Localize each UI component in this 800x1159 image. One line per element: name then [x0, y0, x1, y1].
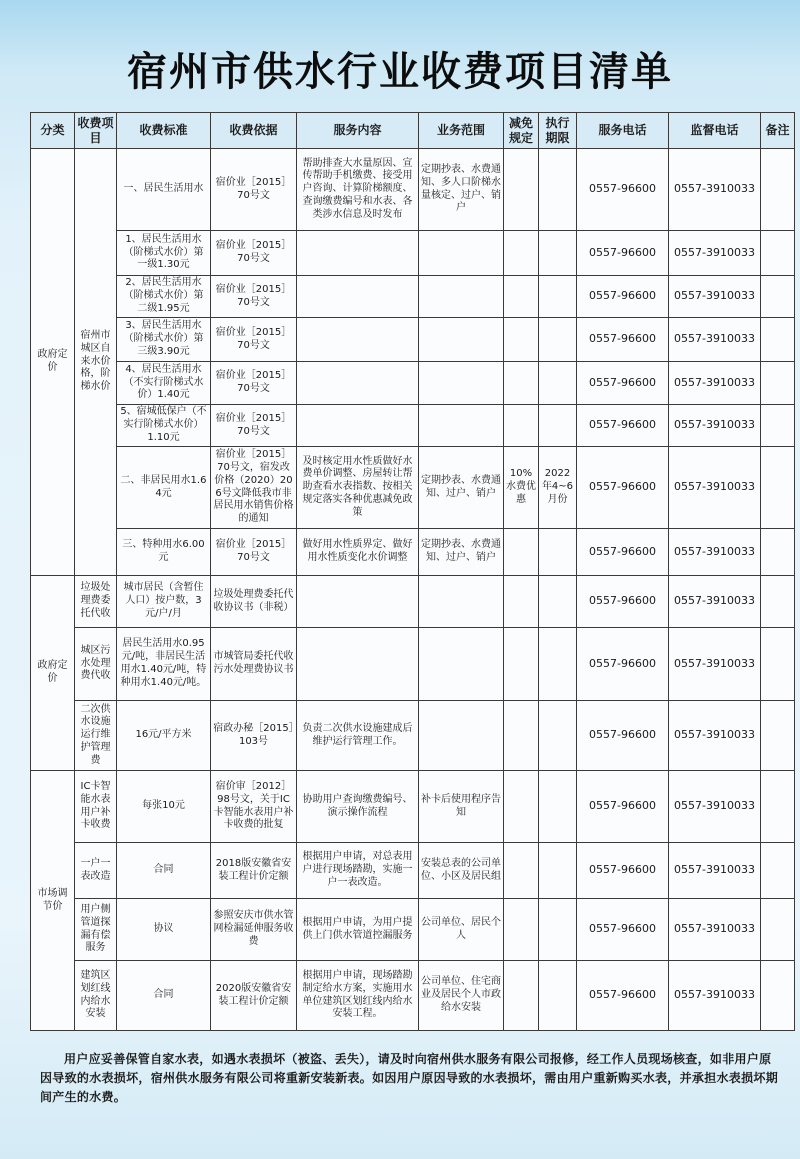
item-cell: 城区污水处理费代收 — [75, 628, 117, 701]
table-row — [31, 961, 795, 1031]
supervision-cell: 0557-3910033 — [669, 231, 761, 276]
phone-cell: 0557-96600 — [577, 529, 669, 576]
reduction-cell — [504, 899, 539, 961]
standard-cell: 16元/平方米 — [117, 701, 211, 771]
reduction-cell — [504, 362, 539, 405]
phone-cell: 0557-96600 — [577, 576, 669, 628]
scope-cell: 定期抄表、水费通知、过户、销户 — [419, 447, 504, 529]
remarks-cell — [761, 447, 795, 529]
category-cell: 市场调节价 — [31, 771, 75, 1031]
phone-cell: 0557-96600 — [577, 231, 669, 276]
remarks-cell — [761, 529, 795, 576]
service-cell: 协助用户查询缴费编号、演示操作流程 — [297, 771, 419, 843]
supervision-cell: 0557-3910033 — [669, 843, 761, 899]
item-cell: 二次供水设施运行维护管理费 — [75, 701, 117, 771]
remarks-cell — [761, 276, 795, 318]
scope-cell — [419, 318, 504, 362]
header-remarks: 备注 — [761, 113, 795, 149]
standard-cell: 每张10元 — [117, 771, 211, 843]
period-cell — [539, 276, 577, 318]
scope-cell: 补卡后使用程序告知 — [419, 771, 504, 843]
header-standard: 收费标准 — [117, 113, 211, 149]
header-basis: 收费依据 — [211, 113, 297, 149]
period-cell — [539, 899, 577, 961]
fee-table — [30, 112, 795, 1031]
basis-cell: 宿价审［2012］98号文，关于IC卡智能水表用户补卡收费的批复 — [211, 771, 297, 843]
phone-cell: 0557-96600 — [577, 362, 669, 405]
reduction-cell — [504, 318, 539, 362]
period-cell — [539, 231, 577, 276]
header-category: 分类 — [31, 113, 75, 149]
remarks-cell — [761, 628, 795, 701]
remarks-cell — [761, 771, 795, 843]
phone-cell: 0557-96600 — [577, 405, 669, 447]
standard-cell: 3、居民生活用水（阶梯式水价）第三级3.90元 — [117, 318, 211, 362]
basis-cell: 宿价业［2015］70号文 — [211, 276, 297, 318]
basis-cell: 宿价业［2015］70号文 — [211, 362, 297, 405]
period-cell — [539, 628, 577, 701]
remarks-cell — [761, 961, 795, 1031]
table-row — [31, 276, 795, 318]
reduction-cell — [504, 149, 539, 231]
standard-cell: 4、居民生活用水（不实行阶梯式水价）1.40元 — [117, 362, 211, 405]
standard-cell: 合同 — [117, 843, 211, 899]
phone-cell: 0557-96600 — [577, 276, 669, 318]
scope-cell — [419, 362, 504, 405]
item-cell: 一户一表改造 — [75, 843, 117, 899]
remarks-cell — [761, 899, 795, 961]
reduction-cell — [504, 576, 539, 628]
supervision-cell: 0557-3910033 — [669, 276, 761, 318]
remarks-cell — [761, 149, 795, 231]
service-cell: 做好用水性质界定、做好用水性质变化水价调整 — [297, 529, 419, 576]
scope-cell: 安装总表的公司单位、小区及居民组 — [419, 843, 504, 899]
period-cell: 2022年4~6月份 — [539, 447, 577, 529]
header-period: 执行期限 — [539, 113, 577, 149]
page-title: 宿州市供水行业收费项目清单 — [127, 48, 673, 95]
remarks-cell — [761, 576, 795, 628]
service-cell — [297, 628, 419, 701]
table-row — [31, 771, 795, 843]
scope-cell: 定期抄表、水费通知、过户、销户 — [419, 529, 504, 576]
period-cell — [539, 961, 577, 1031]
service-cell: 负责二次供水设施建成后维护运行管理工作。 — [297, 701, 419, 771]
remarks-cell — [761, 318, 795, 362]
scope-cell — [419, 701, 504, 771]
basis-cell: 宿价业［2015］70号文，宿发改价格（2020）206号文降低我市非居民用水销售价格的通知 — [211, 447, 297, 529]
service-cell — [297, 276, 419, 318]
standard-cell: 2、居民生活用水（阶梯式水价）第二级1.95元 — [117, 276, 211, 318]
standard-cell: 城市居民（含暂住人口）按户数，3元/户/月 — [117, 576, 211, 628]
header-service: 服务内容 — [297, 113, 419, 149]
supervision-cell: 0557-3910033 — [669, 318, 761, 362]
phone-cell: 0557-96600 — [577, 843, 669, 899]
basis-cell: 宿价业［2015］70号文 — [211, 149, 297, 231]
item-cell: 垃圾处理费委托代收 — [75, 576, 117, 628]
period-cell — [539, 771, 577, 843]
reduction-cell — [504, 843, 539, 899]
notice-text: 用户应妥善保管自家水表，如遇水表损坏（被盗、丢失），请及时向宿州供水服务有限公司报修，经工作人员现场核查，如非用户原因导致的水表损坏，宿州供水服务有限公司将重新安装新表。如因用户原因导致的水表损坏，需由用户重新购买水表，并承担水表损坏期间产生的水费。 — [40, 1052, 779, 1104]
phone-cell: 0557-96600 — [577, 318, 669, 362]
supervision-cell: 0557-3910033 — [669, 405, 761, 447]
service-cell: 及时核定用水性质做好水费单价调整、房屋转让帮助查看水表指数、按相关规定落实各种优惠减免政策 — [297, 447, 419, 529]
item-cell: IC卡智能水表用户补卡收费 — [75, 771, 117, 843]
supervision-cell: 0557-3910033 — [669, 447, 761, 529]
table-row — [31, 628, 795, 701]
supervision-cell: 0557-3910033 — [669, 899, 761, 961]
scope-cell — [419, 576, 504, 628]
table-row — [31, 899, 795, 961]
header-phone: 服务电话 — [577, 113, 669, 149]
period-cell — [539, 576, 577, 628]
remarks-cell — [761, 843, 795, 899]
service-cell — [297, 576, 419, 628]
header-item: 收费项目 — [75, 113, 117, 149]
phone-cell: 0557-96600 — [577, 961, 669, 1031]
service-cell — [297, 231, 419, 276]
supervision-cell: 0557-3910033 — [669, 628, 761, 701]
table-row — [31, 576, 795, 628]
supervision-cell: 0557-3910033 — [669, 771, 761, 843]
table-header-row — [31, 113, 795, 149]
remarks-cell — [761, 405, 795, 447]
basis-cell: 宿价业［2015］70号文 — [211, 318, 297, 362]
phone-cell: 0557-96600 — [577, 149, 669, 231]
table-row — [31, 231, 795, 276]
supervision-cell: 0557-3910033 — [669, 961, 761, 1031]
standard-cell: 居民生活用水0.95元/吨，非居民生活用水1.40元/吨，特种用水1.40元/吨。 — [117, 628, 211, 701]
table-row — [31, 149, 795, 231]
standard-cell: 协议 — [117, 899, 211, 961]
period-cell — [539, 149, 577, 231]
reduction-cell — [504, 701, 539, 771]
period-cell — [539, 701, 577, 771]
remarks-cell — [761, 701, 795, 771]
service-cell: 根据用户申请，为用户提供上门供水管道控漏服务 — [297, 899, 419, 961]
standard-cell: 三、特种用水6.00元 — [117, 529, 211, 576]
service-cell: 根据用户申请，对总表用户进行现场踏勘，实施一户一表改造。 — [297, 843, 419, 899]
period-cell — [539, 318, 577, 362]
period-cell — [539, 362, 577, 405]
table-row — [31, 318, 795, 362]
period-cell — [539, 843, 577, 899]
standard-cell: 1、居民生活用水（阶梯式水价）第一级1.30元 — [117, 231, 211, 276]
phone-cell: 0557-96600 — [577, 628, 669, 701]
service-cell: 根据用户申请，现场踏勘制定给水方案，实施用水单位建筑区划红线内给水安装工程。 — [297, 961, 419, 1031]
supervision-cell: 0557-3910033 — [669, 362, 761, 405]
table-row — [31, 447, 795, 529]
reduction-cell — [504, 961, 539, 1031]
header-supervision: 监督电话 — [669, 113, 761, 149]
basis-cell: 宿价业［2015］70号文 — [211, 405, 297, 447]
phone-cell: 0557-96600 — [577, 447, 669, 529]
service-cell — [297, 405, 419, 447]
scope-cell — [419, 405, 504, 447]
phone-cell: 0557-96600 — [577, 771, 669, 843]
header-scope: 业务范围 — [419, 113, 504, 149]
supervision-cell: 0557-3910033 — [669, 529, 761, 576]
reduction-cell — [504, 628, 539, 701]
scope-cell: 定期抄表、水费通知、多人口阶梯水量核定、过户、销户 — [419, 149, 504, 231]
supervision-cell: 0557-3910033 — [669, 701, 761, 771]
reduction-cell: 10%水费优惠 — [504, 447, 539, 529]
table-row — [31, 701, 795, 771]
remarks-cell — [761, 231, 795, 276]
item-cell: 建筑区划红线内给水安装 — [75, 961, 117, 1031]
scope-cell: 公司单位、住宅商业及居民个人市政给水安装 — [419, 961, 504, 1031]
table-row — [31, 843, 795, 899]
reduction-cell — [504, 771, 539, 843]
phone-cell: 0557-96600 — [577, 899, 669, 961]
basis-cell: 宿价业［2015］70号文 — [211, 529, 297, 576]
service-cell — [297, 362, 419, 405]
scope-cell: 公司单位、居民个人 — [419, 899, 504, 961]
period-cell — [539, 405, 577, 447]
basis-cell: 宿价业［2015］70号文 — [211, 231, 297, 276]
item-cell: 宿州市城区自来水价格，阶梯水价 — [75, 149, 117, 576]
scope-cell — [419, 628, 504, 701]
item-cell: 用户侧管道探漏有偿服务 — [75, 899, 117, 961]
scope-cell — [419, 231, 504, 276]
standard-cell: 二、非居民用水1.64元 — [117, 447, 211, 529]
category-cell: 政府定价 — [31, 149, 75, 576]
service-cell — [297, 318, 419, 362]
supervision-cell: 0557-3910033 — [669, 149, 761, 231]
standard-cell: 合同 — [117, 961, 211, 1031]
basis-cell: 市城管局委托代收污水处理费协议书 — [211, 628, 297, 701]
table-row — [31, 362, 795, 405]
basis-cell: 垃圾处理费委托代收协议书（非税） — [211, 576, 297, 628]
standard-cell: 一、居民生活用水 — [117, 149, 211, 231]
reduction-cell — [504, 231, 539, 276]
reduction-cell — [504, 529, 539, 576]
basis-cell: 2018版安徽省安装工程计价定额 — [211, 843, 297, 899]
reduction-cell — [504, 405, 539, 447]
basis-cell: 2020版安徽省安装工程计价定额 — [211, 961, 297, 1031]
supervision-cell: 0557-3910033 — [669, 576, 761, 628]
period-cell — [539, 529, 577, 576]
header-reduction: 减免规定 — [504, 113, 539, 149]
scope-cell — [419, 276, 504, 318]
basis-cell: 宿政办秘［2015］103号 — [211, 701, 297, 771]
table-row — [31, 405, 795, 447]
remarks-cell — [761, 362, 795, 405]
phone-cell: 0557-96600 — [577, 701, 669, 771]
service-cell: 帮助排查大水量原因、宣传帮助手机缴费、接受用户咨询、计算阶梯额度、查询缴费编号和水表、各类涉水信息及时发布 — [297, 149, 419, 231]
basis-cell: 参照安庆市供水管网检漏延伸服务收费 — [211, 899, 297, 961]
table-row — [31, 529, 795, 576]
standard-cell: 5、宿城低保户（不实行阶梯式水价）1.10元 — [117, 405, 211, 447]
reduction-cell — [504, 276, 539, 318]
category-cell: 政府定价 — [31, 576, 75, 771]
